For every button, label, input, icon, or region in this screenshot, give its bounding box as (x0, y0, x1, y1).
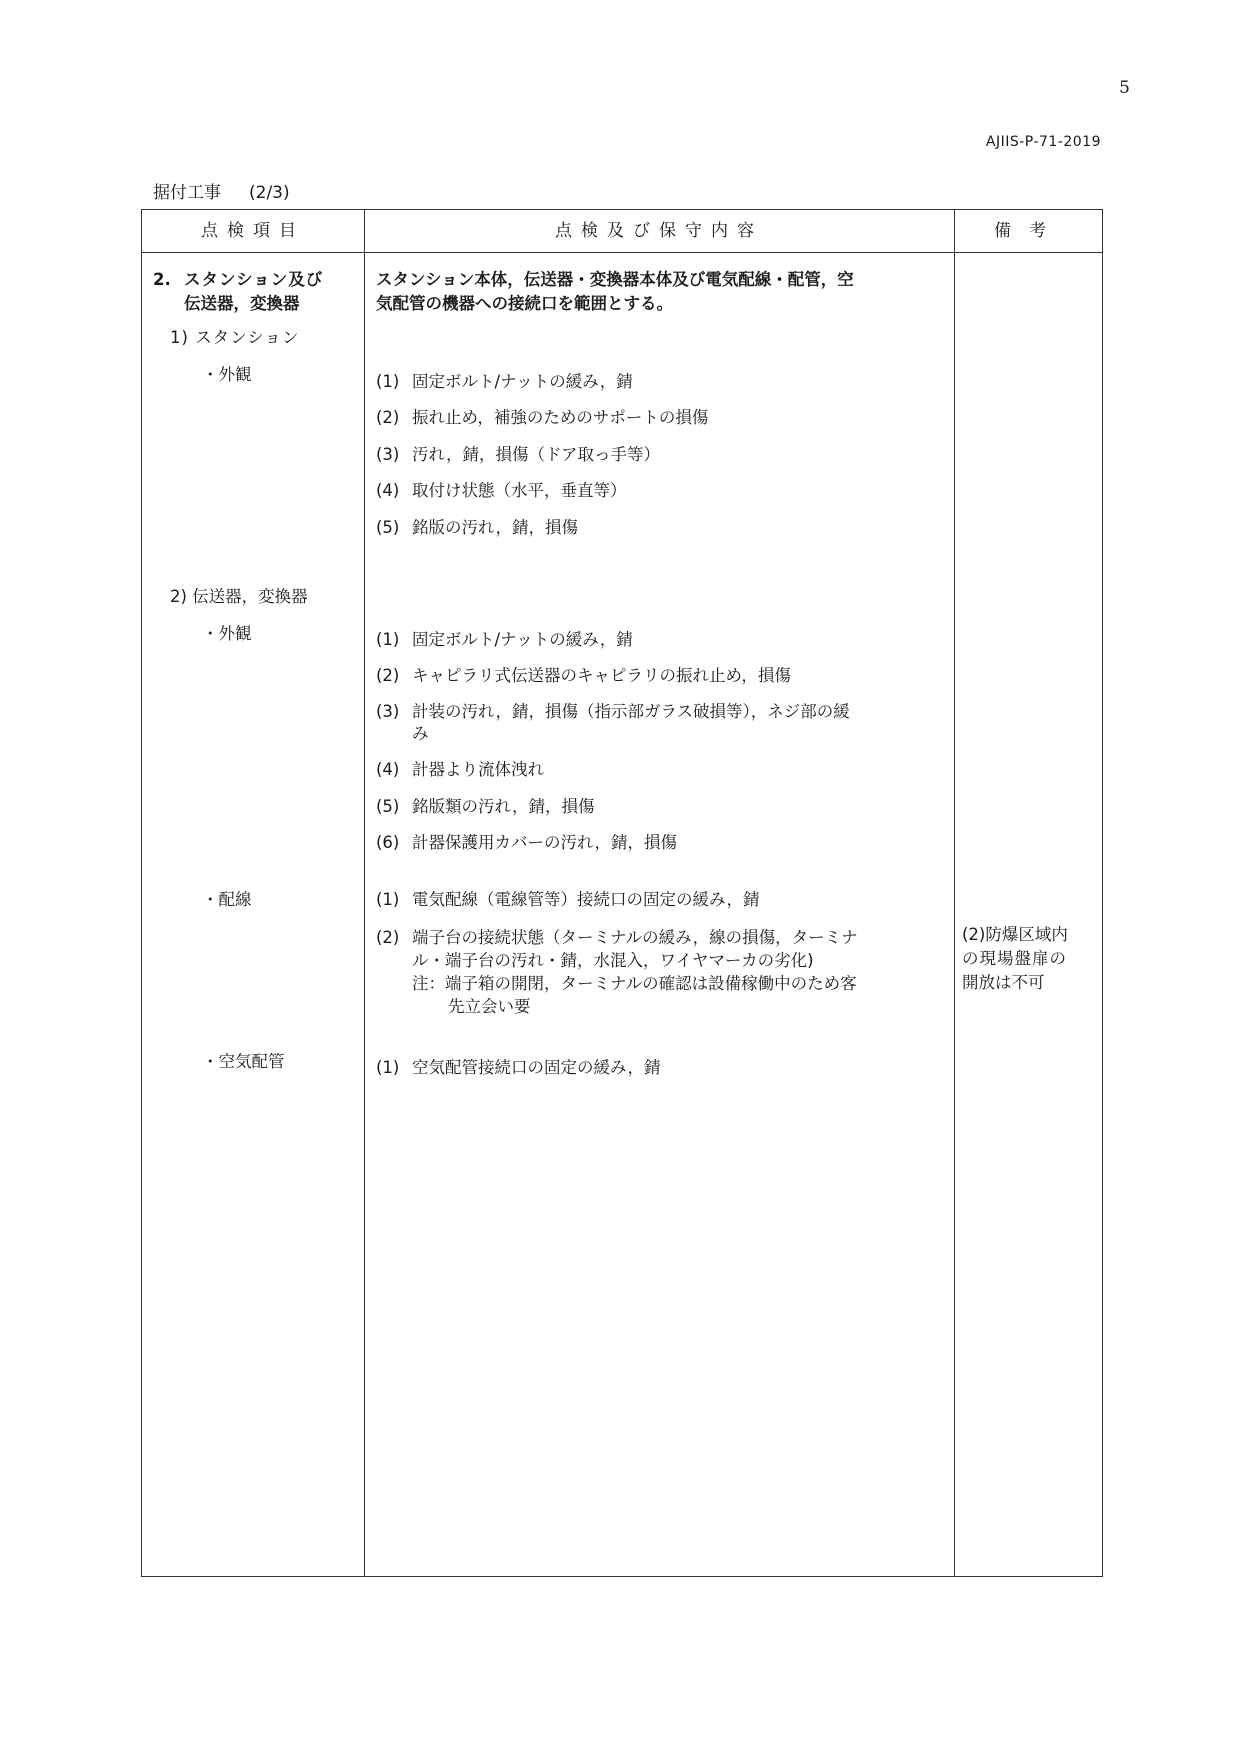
section-title (153, 178, 290, 203)
list-item: (4) 取付け状態（水平，垂直等） (376, 481, 627, 500)
remark-line3: 開放は不可 (962, 973, 1045, 992)
sub2-appearance-label: ・外観 (202, 624, 252, 643)
list-item-continuation: ル・端子台の汚れ・錆，水混入，ワイヤマーカの劣化) (412, 951, 814, 970)
note-line2: 先立会い要 (448, 997, 531, 1016)
list-item: (5) 銘版類の汚れ，錆，損傷 (376, 797, 595, 816)
category-number: 2. (153, 270, 171, 289)
header-divider (142, 252, 1102, 253)
list-item: (1) 電気配線（電線管等）接続口の固定の緩み，錆 (376, 890, 760, 909)
header-inspection-content: 点検及び保守内容 (555, 221, 763, 241)
header-inspection-item: 点検項目 (201, 221, 305, 241)
column-divider (954, 210, 955, 1576)
list-item: (2) 振れ止め，補強のためのサポートの損傷 (376, 408, 709, 427)
sub1-appearance-label: ・外観 (202, 365, 252, 384)
list-item: (4) 計器より流体洩れ (376, 760, 544, 779)
remark-line1: (2)防爆区域内 (962, 925, 1068, 944)
sub-item-transmitter: 2) 伝送器，変換器 (170, 587, 308, 606)
list-item: (1) 固定ボルト/ナットの緩み，錆 (376, 372, 633, 391)
page-number: 5 (1119, 78, 1130, 98)
list-item: (5) 銘版の汚れ，錆，損傷 (376, 518, 578, 537)
document-code: AJIIS-P-71-2019 (985, 134, 1101, 150)
scope-line1: スタンション本体，伝送器・変換器本体及び電気配線・配管，空 (376, 270, 854, 289)
scope-line2: 気配管の機器への接続口を範囲とする。 (376, 294, 673, 313)
wiring-label: ・配線 (202, 890, 252, 909)
category-title-line1: スタンション及び (184, 270, 324, 289)
sub-item-stanchion: 1) スタンション (170, 328, 300, 347)
note-line1: 注：端子箱の開閉，ターミナルの確認は設備稼働中のため客 (412, 974, 857, 993)
list-item-continuation: み (412, 724, 429, 743)
list-item: (1) 固定ボルト/ナットの緩み，錆 (376, 630, 633, 649)
category-title-line2: 伝送器，変換器 (184, 294, 300, 313)
list-item: (1) 空気配管接続口の固定の緩み，錆 (376, 1058, 661, 1077)
remark-line2: の現場盤扉の (962, 949, 1067, 968)
list-item: (2) 端子台の接続状態（ターミナルの緩み，線の損傷，ターミナ (376, 928, 858, 947)
column-divider (364, 210, 365, 1576)
section-title-name: 据付工事 (153, 183, 221, 203)
inspection-table (141, 209, 1103, 1577)
section-title-part: (2/3) (249, 183, 290, 203)
list-item: (2) キャピラリ式伝送器のキャピラリの振れ止め，損傷 (376, 666, 791, 685)
list-item: (3) 計装の汚れ，錆，損傷（指示部ガラス破損等），ネジ部の緩 (376, 702, 850, 721)
header-remarks: 備考 (994, 221, 1064, 241)
air-piping-label: ・空気配管 (202, 1052, 285, 1071)
list-item: (6) 計器保護用カバーの汚れ，錆，損傷 (376, 833, 677, 852)
list-item: (3) 汚れ，錆，損傷（ドア取っ手等） (376, 445, 660, 464)
